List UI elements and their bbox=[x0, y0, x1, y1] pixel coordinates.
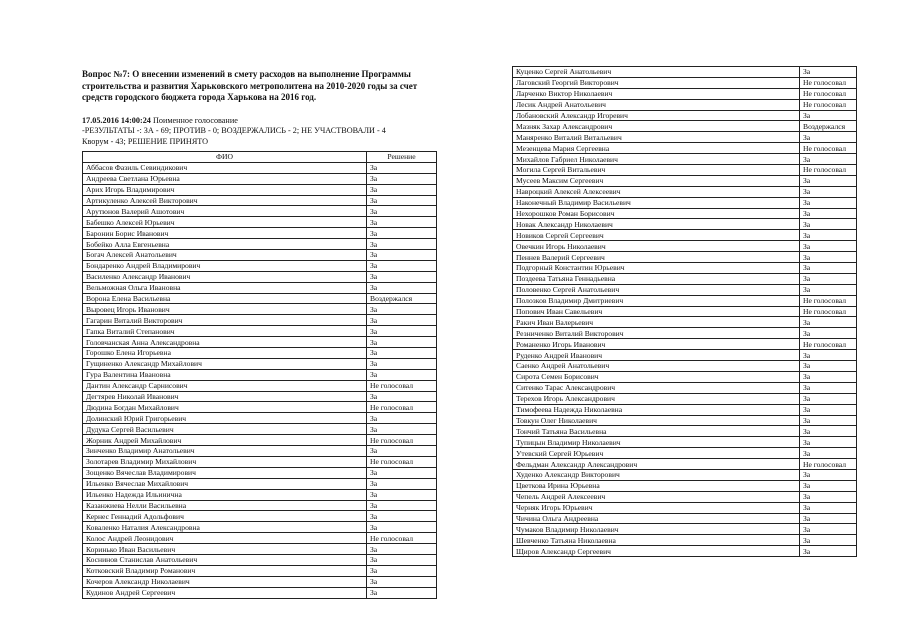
deputy-name: Шевченко Татьяна Николаевна bbox=[513, 535, 800, 546]
vote-decision: За bbox=[800, 110, 857, 121]
table-row bbox=[513, 208, 857, 219]
results-line: -РЕЗУЛЬТАТЫ -: ЗА - 69; ПРОТИВ - 0; ВОЗДЕРЖАЛИСЬ - 2; НЕ УЧАСТВОВАЛИ - 4 bbox=[82, 126, 386, 135]
table-row bbox=[513, 317, 857, 328]
deputy-name: Ракич Иван Валерьевич bbox=[513, 317, 800, 328]
vote-decision: За bbox=[800, 361, 857, 372]
vote-decision: За bbox=[367, 282, 437, 293]
deputy-name: Сирота Семен Борисович bbox=[513, 371, 800, 382]
left-table-body bbox=[83, 162, 437, 598]
table-row bbox=[513, 67, 857, 78]
deputy-name: Наконечный Владимир Васильевич bbox=[513, 197, 800, 208]
deputy-name: Аббасов Фазиль Севиндикович bbox=[83, 162, 367, 173]
vote-decision: За bbox=[367, 162, 437, 173]
vote-decision: За bbox=[367, 424, 437, 435]
vote-decision: За bbox=[800, 382, 857, 393]
vote-decision: За bbox=[367, 184, 437, 195]
vote-decision: За bbox=[367, 576, 437, 587]
vote-decision: Не голосовал bbox=[800, 99, 857, 110]
deputy-name: Лобановский Александр Игоревич bbox=[513, 110, 800, 121]
table-row bbox=[513, 404, 857, 415]
vote-decision: За bbox=[367, 587, 437, 598]
table-row bbox=[83, 358, 437, 369]
vote-decision: За bbox=[800, 197, 857, 208]
deputy-name: Лесик Андрей Анатольевич bbox=[513, 99, 800, 110]
deputy-name: Руденко Андрей Иванович bbox=[513, 350, 800, 361]
vote-decision: За bbox=[800, 208, 857, 219]
vote-decision: За bbox=[800, 371, 857, 382]
deputy-name: Дантин Александр Сарнисович bbox=[83, 380, 367, 391]
vote-decision: За bbox=[367, 467, 437, 478]
deputy-name: Навроцкий Алексей Алексеевич bbox=[513, 186, 800, 197]
deputy-name: Дегтярев Николай Иванович bbox=[83, 391, 367, 402]
deputy-name: Головчанская Анна Александровна bbox=[83, 337, 367, 348]
table-row bbox=[513, 480, 857, 491]
vote-type: Поименное голосование bbox=[152, 115, 238, 125]
table-row bbox=[83, 195, 437, 206]
deputy-name: Коваленко Наталия Александровна bbox=[83, 522, 367, 533]
table-row bbox=[83, 184, 437, 195]
deputy-name: Арутюнов Валерий Ашотович bbox=[83, 206, 367, 217]
vote-decision: За bbox=[800, 393, 857, 404]
vote-decision: За bbox=[367, 337, 437, 348]
table-row bbox=[83, 391, 437, 402]
table-row bbox=[513, 339, 857, 350]
deputy-name: Новак Александр Николаевич bbox=[513, 219, 800, 230]
deputy-name: Богач Алексей Анатольевич bbox=[83, 250, 367, 261]
table-row bbox=[83, 337, 437, 348]
vote-decision: За bbox=[800, 186, 857, 197]
vote-decision: За bbox=[800, 350, 857, 361]
vote-decision: За bbox=[800, 415, 857, 426]
table-row bbox=[513, 99, 857, 110]
vote-decision: За bbox=[367, 228, 437, 239]
table-row bbox=[83, 293, 437, 304]
vote-decision: За bbox=[367, 217, 437, 228]
right-votes-table bbox=[512, 66, 857, 557]
deputy-name: Ильенко Надежда Ильинична bbox=[83, 489, 367, 500]
deputy-name: Василенко Александр Иванович bbox=[83, 271, 367, 282]
deputy-name: Тупицын Владимир Николаевич bbox=[513, 437, 800, 448]
deputy-name: Черняк Игорь Юрьевич bbox=[513, 502, 800, 513]
vote-decision: За bbox=[800, 502, 857, 513]
vote-decision: За bbox=[800, 469, 857, 480]
vote-decision: Не голосовал bbox=[800, 306, 857, 317]
vote-timestamp: 17.05.2016 14:00:24 bbox=[82, 115, 151, 125]
deputy-name: Золотарев Владимир Михайлович bbox=[83, 456, 367, 467]
table-row bbox=[513, 241, 857, 252]
deputy-name: Щиров Александр Сергеевич bbox=[513, 546, 800, 557]
vote-decision: Воздержался bbox=[800, 121, 857, 132]
deputy-name: Зощенко Вячеслав Владимирович bbox=[83, 467, 367, 478]
deputy-name: Михайлов Габриел Николаевич bbox=[513, 154, 800, 165]
vote-decision: Не голосовал bbox=[367, 402, 437, 413]
deputy-name: Бабешко Алексей Юрьевич bbox=[83, 217, 367, 228]
vote-decision: За bbox=[800, 535, 857, 546]
table-row bbox=[83, 424, 437, 435]
table-row bbox=[83, 348, 437, 359]
table-row bbox=[513, 469, 857, 480]
vote-decision: Не голосовал bbox=[367, 456, 437, 467]
table-row bbox=[513, 110, 857, 121]
deputy-name: Коринько Иван Васильевич bbox=[83, 544, 367, 555]
vote-decision: За bbox=[800, 241, 857, 252]
table-row bbox=[513, 121, 857, 132]
table-row bbox=[513, 284, 857, 295]
deputy-name: Артикуленко Алексей Викторович bbox=[83, 195, 367, 206]
table-row bbox=[513, 437, 857, 448]
deputy-name: Новиков Сергей Сергеевич bbox=[513, 230, 800, 241]
table-row bbox=[513, 154, 857, 165]
table-row bbox=[513, 295, 857, 306]
deputy-name: Пеннев Валерий Сергеевич bbox=[513, 252, 800, 263]
deputy-name: Чичина Ольга Андреевна bbox=[513, 513, 800, 524]
table-row bbox=[513, 513, 857, 524]
vote-decision: За bbox=[367, 565, 437, 576]
deputy-name: Кернес Геннадий Адольфович bbox=[83, 511, 367, 522]
deputy-name: Мазняк Захар Александрович bbox=[513, 121, 800, 132]
deputy-name: Выровец Игорь Иванович bbox=[83, 304, 367, 315]
deputy-name: Фельдман Александр Александрович bbox=[513, 459, 800, 470]
deputy-name: Кудинов Андрей Сергеевич bbox=[83, 587, 367, 598]
table-row bbox=[83, 478, 437, 489]
table-row bbox=[513, 524, 857, 535]
header-name: ФИО bbox=[83, 152, 367, 163]
vote-decision: За bbox=[367, 195, 437, 206]
deputy-name: Мезенцева Мария Сергеевна bbox=[513, 143, 800, 154]
question-title: Вопрос №7: О внесении изменений в смету расходов на выполнение Программы строительства и развития Харьковского метрополитена на 2010-2020 годы за счет средств городского бюджета города Харькова на 2016 год. bbox=[82, 69, 418, 102]
vote-decision: За bbox=[800, 132, 857, 143]
table-row bbox=[83, 500, 437, 511]
table-row bbox=[513, 328, 857, 339]
vote-decision: Не голосовал bbox=[367, 435, 437, 446]
deputy-name: Долинский Юрий Григорьевич bbox=[83, 413, 367, 424]
vote-decision: Не голосовал bbox=[800, 88, 857, 99]
vote-decision: За bbox=[800, 546, 857, 557]
table-row bbox=[83, 489, 437, 500]
vote-decision: За bbox=[367, 500, 437, 511]
table-row bbox=[513, 361, 857, 372]
deputy-name: Котковский Владимир Романович bbox=[83, 565, 367, 576]
vote-decision: За bbox=[800, 437, 857, 448]
table-row bbox=[83, 587, 437, 598]
table-row bbox=[513, 535, 857, 546]
table-row bbox=[513, 132, 857, 143]
vote-decision: Не голосовал bbox=[800, 295, 857, 306]
vote-decision: За bbox=[367, 358, 437, 369]
table-row bbox=[83, 533, 437, 544]
vote-decision: За bbox=[367, 315, 437, 326]
deputy-name: Жорник Андрей Михайлович bbox=[83, 435, 367, 446]
table-row bbox=[83, 544, 437, 555]
deputy-name: Саенко Андрей Анатольевич bbox=[513, 361, 800, 372]
left-column bbox=[82, 66, 420, 599]
deputy-name: Товкун Олег Николаевич bbox=[513, 415, 800, 426]
vote-decision: За bbox=[367, 348, 437, 359]
table-row bbox=[83, 326, 437, 337]
table-row bbox=[83, 304, 437, 315]
table-row bbox=[513, 77, 857, 88]
table-row bbox=[83, 260, 437, 271]
table-row bbox=[513, 459, 857, 470]
vote-decision: За bbox=[367, 554, 437, 565]
table-row bbox=[83, 402, 437, 413]
vote-decision: За bbox=[800, 154, 857, 165]
deputy-name: Могила Сергей Витальевич bbox=[513, 165, 800, 176]
table-row bbox=[83, 271, 437, 282]
table-row bbox=[513, 175, 857, 186]
table-row bbox=[513, 382, 857, 393]
vote-decision: За bbox=[800, 480, 857, 491]
deputy-name: Овечкин Игорь Николаевич bbox=[513, 241, 800, 252]
table-row bbox=[83, 380, 437, 391]
vote-decision: Не голосовал bbox=[367, 533, 437, 544]
deputy-name: Резниченко Виталий Викторович bbox=[513, 328, 800, 339]
deputy-name: Гущиненко Александр Михайлович bbox=[83, 358, 367, 369]
table-row bbox=[83, 206, 437, 217]
deputy-name: Баронин Борис Иванович bbox=[83, 228, 367, 239]
table-row bbox=[513, 252, 857, 263]
vote-decision: За bbox=[367, 522, 437, 533]
table-row bbox=[513, 415, 857, 426]
vote-decision: За bbox=[800, 513, 857, 524]
vote-decision: За bbox=[367, 413, 437, 424]
table-row bbox=[83, 282, 437, 293]
right-column bbox=[512, 66, 854, 557]
deputy-name: Тончий Татьяна Васильевна bbox=[513, 426, 800, 437]
table-row bbox=[83, 576, 437, 587]
deputy-name: Дюдина Богдан Михайлович bbox=[83, 402, 367, 413]
vote-decision: За bbox=[367, 544, 437, 555]
vote-decision: За bbox=[367, 446, 437, 457]
deputy-name: Ворона Елена Васильевна bbox=[83, 293, 367, 304]
vote-decision: За bbox=[800, 448, 857, 459]
table-row bbox=[513, 219, 857, 230]
deputy-name: Дудука Сергей Васильевич bbox=[83, 424, 367, 435]
table-row bbox=[83, 250, 437, 261]
table-row bbox=[513, 88, 857, 99]
table-row bbox=[83, 217, 437, 228]
table-row bbox=[83, 239, 437, 250]
vote-meta bbox=[82, 116, 420, 148]
vote-decision: Воздержался bbox=[367, 293, 437, 304]
table-row bbox=[83, 228, 437, 239]
table-row bbox=[513, 186, 857, 197]
table-row bbox=[513, 371, 857, 382]
table-row bbox=[513, 502, 857, 513]
deputy-name: Гура Валентина Ивановна bbox=[83, 369, 367, 380]
table-row bbox=[83, 162, 437, 173]
vote-decision: За bbox=[367, 250, 437, 261]
deputy-name: Маняренко Виталий Витальевич bbox=[513, 132, 800, 143]
table-row bbox=[513, 350, 857, 361]
vote-decision: За bbox=[800, 491, 857, 502]
deputy-name: Коснинов Станислав Анатольевич bbox=[83, 554, 367, 565]
deputy-name: Андреева Светлана Юрьевна bbox=[83, 173, 367, 184]
deputy-name: Нехорошков Роман Борисович bbox=[513, 208, 800, 219]
deputy-name: Ильенко Вячеслав Михайлович bbox=[83, 478, 367, 489]
quorum-line: Кворум - 43; РЕШЕНИЕ ПРИНЯТО bbox=[82, 136, 209, 146]
vote-decision: За bbox=[800, 252, 857, 263]
table-header-row bbox=[83, 152, 437, 163]
table-row bbox=[513, 306, 857, 317]
vote-decision: За bbox=[800, 263, 857, 274]
vote-decision: За bbox=[367, 271, 437, 282]
vote-decision: Не голосовал bbox=[800, 459, 857, 470]
vote-decision: За bbox=[367, 326, 437, 337]
deputy-name: Арих Игорь Владимирович bbox=[83, 184, 367, 195]
table-row bbox=[513, 230, 857, 241]
vote-decision: За bbox=[800, 284, 857, 295]
deputy-name: Лаговский Георгий Викторович bbox=[513, 77, 800, 88]
table-row bbox=[83, 565, 437, 576]
table-row bbox=[513, 426, 857, 437]
vote-decision: За bbox=[367, 369, 437, 380]
deputy-name: Чепель Андрей Алексеевич bbox=[513, 491, 800, 502]
deputy-name: Половенко Сергей Анатольевич bbox=[513, 284, 800, 295]
vote-decision: За bbox=[800, 426, 857, 437]
deputy-name: Ситенко Тарас Александрович bbox=[513, 382, 800, 393]
vote-timestamp-line bbox=[82, 116, 420, 127]
deputy-name: Ларченко Виктор Николаевич bbox=[513, 88, 800, 99]
vote-decision: За bbox=[800, 317, 857, 328]
vote-decision: Не голосовал bbox=[800, 143, 857, 154]
deputy-name: Подгорный Константин Юрьевич bbox=[513, 263, 800, 274]
deputy-name: Поздеева Татьяна Геннадьевна bbox=[513, 273, 800, 284]
deputy-name: Куценко Сергей Анатольевич bbox=[513, 67, 800, 78]
table-row bbox=[513, 143, 857, 154]
table-row bbox=[83, 456, 437, 467]
deputy-name: Романенко Игорь Иванович bbox=[513, 339, 800, 350]
deputy-name: Бобейко Алла Евгеньевна bbox=[83, 239, 367, 250]
deputy-name: Вельможная Ольга Ивановна bbox=[83, 282, 367, 293]
vote-decision: За bbox=[800, 230, 857, 241]
deputy-name: Казанжиева Нелли Васильевна bbox=[83, 500, 367, 511]
header-decision: Решение bbox=[367, 152, 437, 163]
vote-decision: Не голосовал bbox=[800, 77, 857, 88]
table-row bbox=[83, 315, 437, 326]
deputy-name: Колос Андрей Леонидович bbox=[83, 533, 367, 544]
vote-decision: За bbox=[367, 239, 437, 250]
deputy-name: Бондаренко Андрей Владимирович bbox=[83, 260, 367, 271]
table-row bbox=[83, 554, 437, 565]
table-row bbox=[83, 511, 437, 522]
left-votes-table bbox=[82, 151, 437, 599]
vote-decision: За bbox=[800, 328, 857, 339]
table-row bbox=[513, 393, 857, 404]
table-row bbox=[83, 467, 437, 478]
vote-decision: За bbox=[367, 304, 437, 315]
table-row bbox=[513, 165, 857, 176]
vote-decision: За bbox=[800, 404, 857, 415]
deputy-name: Худенко Александр Викторович bbox=[513, 469, 800, 480]
vote-decision: За bbox=[367, 206, 437, 217]
table-row bbox=[513, 448, 857, 459]
deputy-name: Полозков Владимир Дмитриевич bbox=[513, 295, 800, 306]
table-row bbox=[513, 263, 857, 274]
table-row bbox=[83, 446, 437, 457]
vote-decision: Не голосовал bbox=[800, 339, 857, 350]
table-row bbox=[513, 491, 857, 502]
vote-decision: За bbox=[367, 478, 437, 489]
table-row bbox=[83, 413, 437, 424]
table-row bbox=[513, 273, 857, 284]
deputy-name: Утевский Сергей Юрьевич bbox=[513, 448, 800, 459]
table-row bbox=[83, 435, 437, 446]
deputy-name: Цветкова Ирина Юрьевна bbox=[513, 480, 800, 491]
vote-decision: За bbox=[800, 175, 857, 186]
deputy-name: Чумаков Владимир Николаевич bbox=[513, 524, 800, 535]
deputy-name: Попович Иван Савельевич bbox=[513, 306, 800, 317]
vote-decision: За bbox=[367, 173, 437, 184]
right-table-body bbox=[513, 67, 857, 557]
vote-decision: За bbox=[367, 260, 437, 271]
table-row bbox=[83, 173, 437, 184]
vote-decision: За bbox=[800, 67, 857, 78]
deputy-name: Тимофеева Надежда Николаевна bbox=[513, 404, 800, 415]
table-row bbox=[83, 369, 437, 380]
vote-decision: За bbox=[367, 489, 437, 500]
deputy-name: Гагарин Виталий Викторович bbox=[83, 315, 367, 326]
table-row bbox=[513, 546, 857, 557]
vote-decision: Не голосовал bbox=[367, 380, 437, 391]
deputy-name: Горошко Елена Игорьевна bbox=[83, 348, 367, 359]
vote-decision: Не голосовал bbox=[800, 165, 857, 176]
vote-decision: За bbox=[800, 273, 857, 284]
deputy-name: Терехов Игорь Александрович bbox=[513, 393, 800, 404]
deputy-name: Зинченко Владимир Анатольевич bbox=[83, 446, 367, 457]
deputy-name: Гапка Виталий Степанович bbox=[83, 326, 367, 337]
vote-decision: За bbox=[367, 391, 437, 402]
vote-decision: За bbox=[800, 219, 857, 230]
vote-decision: За bbox=[800, 524, 857, 535]
deputy-name: Мусеев Максим Сергеевич bbox=[513, 175, 800, 186]
table-row bbox=[513, 197, 857, 208]
deputy-name: Кочеров Александр Николаевич bbox=[83, 576, 367, 587]
table-row bbox=[83, 522, 437, 533]
vote-decision: За bbox=[367, 511, 437, 522]
